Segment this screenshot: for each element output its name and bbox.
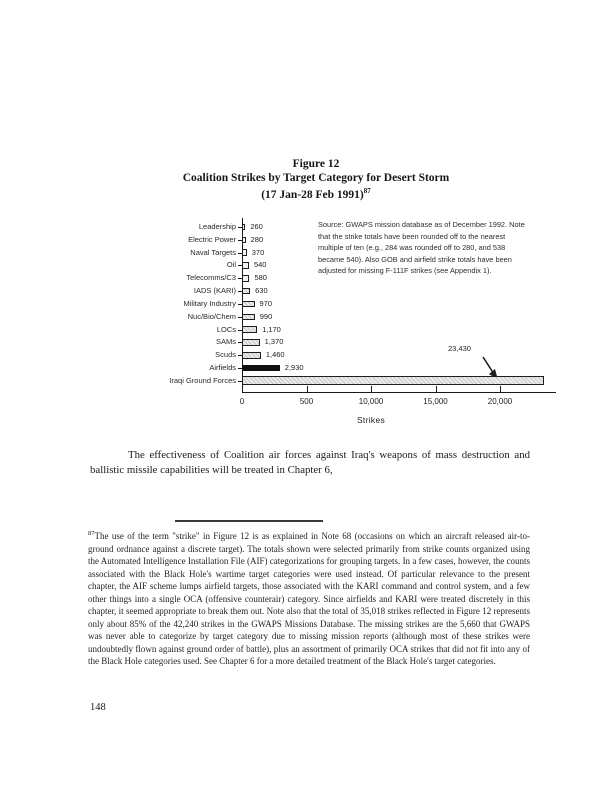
figure-subtitle: (17 Jan-28 Feb 1991)$^{87}$: [261, 187, 371, 201]
value-label: 1,370: [264, 337, 284, 347]
bar: [242, 249, 247, 256]
y-axis-tick: [238, 227, 242, 228]
y-axis-tick: [238, 381, 242, 382]
footnote-marker: 87: [88, 530, 95, 537]
category-label: Iraqi Ground Forces: [169, 375, 236, 385]
footnote-text: The use of the term "strike" in Figure 12 is as explained in Note 68 (occasions on which an aircraft released air-to-ground ordnance against a discrete target). The totals shown were selected primarily from strike counts organized using the Automated Intelligence Installation File (AIF) categorizations for grouping targets. In a few cases, however, the counts associated with the Black Hole's wartime target categories were used instead. Of particular relevance to the present chapter, the AIF scheme lumps airfield targets, those associated with the KARI command and control system, and a few other things into a single OCA (offensive counterair) category. Since airfields and KARI were treated discretely in this chapter, it seemed appropriate to break them out. Note also that the total of 35,018 strikes reflected in Figure 12 represents only about 85% of the 42,240 strikes in the GWAPS Missions Database. The missing strikes are the 5,660 that GWAPS was never able to categorize by target category due to missing mission reports (although most of these strikes were undoubtedly flown against ground order of battle), plus an assortment of primarily OCA strikes that did not fit into any of the Black Hole categories used. See Chapter 6 for a more detailed treatment of the Black Hole's target categories.: [88, 531, 530, 666]
y-axis-tick: [238, 355, 242, 356]
annotation-label: 23,430: [448, 344, 471, 353]
category-label: Telecomms/C3: [186, 273, 236, 283]
bar: [242, 339, 260, 346]
x-tick-label: 15,000: [423, 397, 448, 406]
x-axis-tick: [436, 386, 437, 393]
footnote: [88, 528, 530, 668]
category-label: SAMs: [215, 337, 236, 347]
figure-footnote-ref: 87: [363, 187, 371, 195]
x-tick-label: 500: [299, 397, 314, 406]
category-label: Oil: [226, 260, 236, 270]
source-note: Source: GWAPS mission database as of December 1992. Note that the strike totals have been rounded off to the nearest multiple of ten (e.g., 284 was rounded off to 280, and 538 became 540). Also GOB and airfield strike totals have been adjusted for missing F-111F strikes (see Appendix 1).: [318, 220, 525, 276]
category-label: Naval Targets: [190, 247, 236, 257]
page-number: 148: [90, 702, 106, 713]
x-tick-label: 0: [239, 397, 245, 406]
value-label: 280: [250, 234, 264, 244]
y-axis-tick: [238, 368, 242, 369]
x-axis-tick: [307, 386, 308, 393]
category-label: Airfields: [209, 363, 236, 373]
x-axis-tick: [500, 386, 501, 393]
value-label: 1,170: [262, 324, 281, 334]
y-axis-tick: [238, 265, 242, 266]
category-label: Electric Power: [188, 234, 236, 244]
y-axis-tick: [238, 330, 242, 331]
value-label: 970: [259, 298, 273, 308]
y-axis-tick: [238, 304, 242, 305]
bar: [242, 224, 245, 231]
value-label: 580: [254, 273, 267, 283]
x-axis-tick: [371, 386, 372, 393]
figure-title-block: [20, 158, 612, 202]
y-axis-tick: [238, 342, 242, 343]
value-label: 540: [253, 260, 267, 270]
bar: [242, 365, 280, 372]
value-label: 2,930: [284, 363, 304, 373]
bar: [242, 237, 246, 244]
y-axis-tick: [238, 278, 242, 279]
x-tick-label: 10,000: [358, 397, 384, 406]
category-label: Scuds: [215, 350, 236, 360]
value-label: 260: [250, 222, 263, 231]
bar: [242, 352, 261, 359]
x-axis-line: [242, 392, 556, 393]
category-label: Nuc/Bio/Chem: [187, 311, 236, 321]
x-tick-label: 20,000: [487, 397, 513, 406]
x-axis-tick: [242, 386, 243, 393]
bar: [242, 376, 544, 385]
value-label: 630: [255, 286, 268, 296]
bar: [242, 326, 257, 333]
category-label: Leadership: [198, 222, 236, 231]
bar: [242, 301, 255, 308]
footnote-separator: [175, 520, 323, 522]
bar: [242, 314, 255, 321]
y-axis-tick: [238, 240, 242, 241]
category-label: LOCs: [216, 324, 236, 334]
y-axis-tick: [238, 291, 242, 292]
x-axis-title: Strikes: [356, 415, 386, 425]
value-label: 370: [251, 247, 265, 257]
bar: [242, 288, 250, 295]
category-label: IADS (KARI): [193, 286, 236, 296]
figure-label: Figure 12: [292, 158, 340, 170]
bar: [242, 262, 249, 269]
value-label: 990: [259, 311, 273, 321]
value-label: 1,460: [265, 350, 285, 360]
y-axis-tick: [238, 253, 242, 254]
y-axis-tick: [238, 317, 242, 318]
body-paragraph: The effectiveness of Coalition air forces against Iraq's weapons of mass destruction and ballistic missile capabilities will be treated in Chapter 6,: [90, 449, 530, 477]
figure-title: Coalition Strikes by Target Category for Desert Storm: [182, 171, 450, 184]
bar: [242, 275, 249, 282]
category-label: Military Industry: [183, 298, 236, 308]
